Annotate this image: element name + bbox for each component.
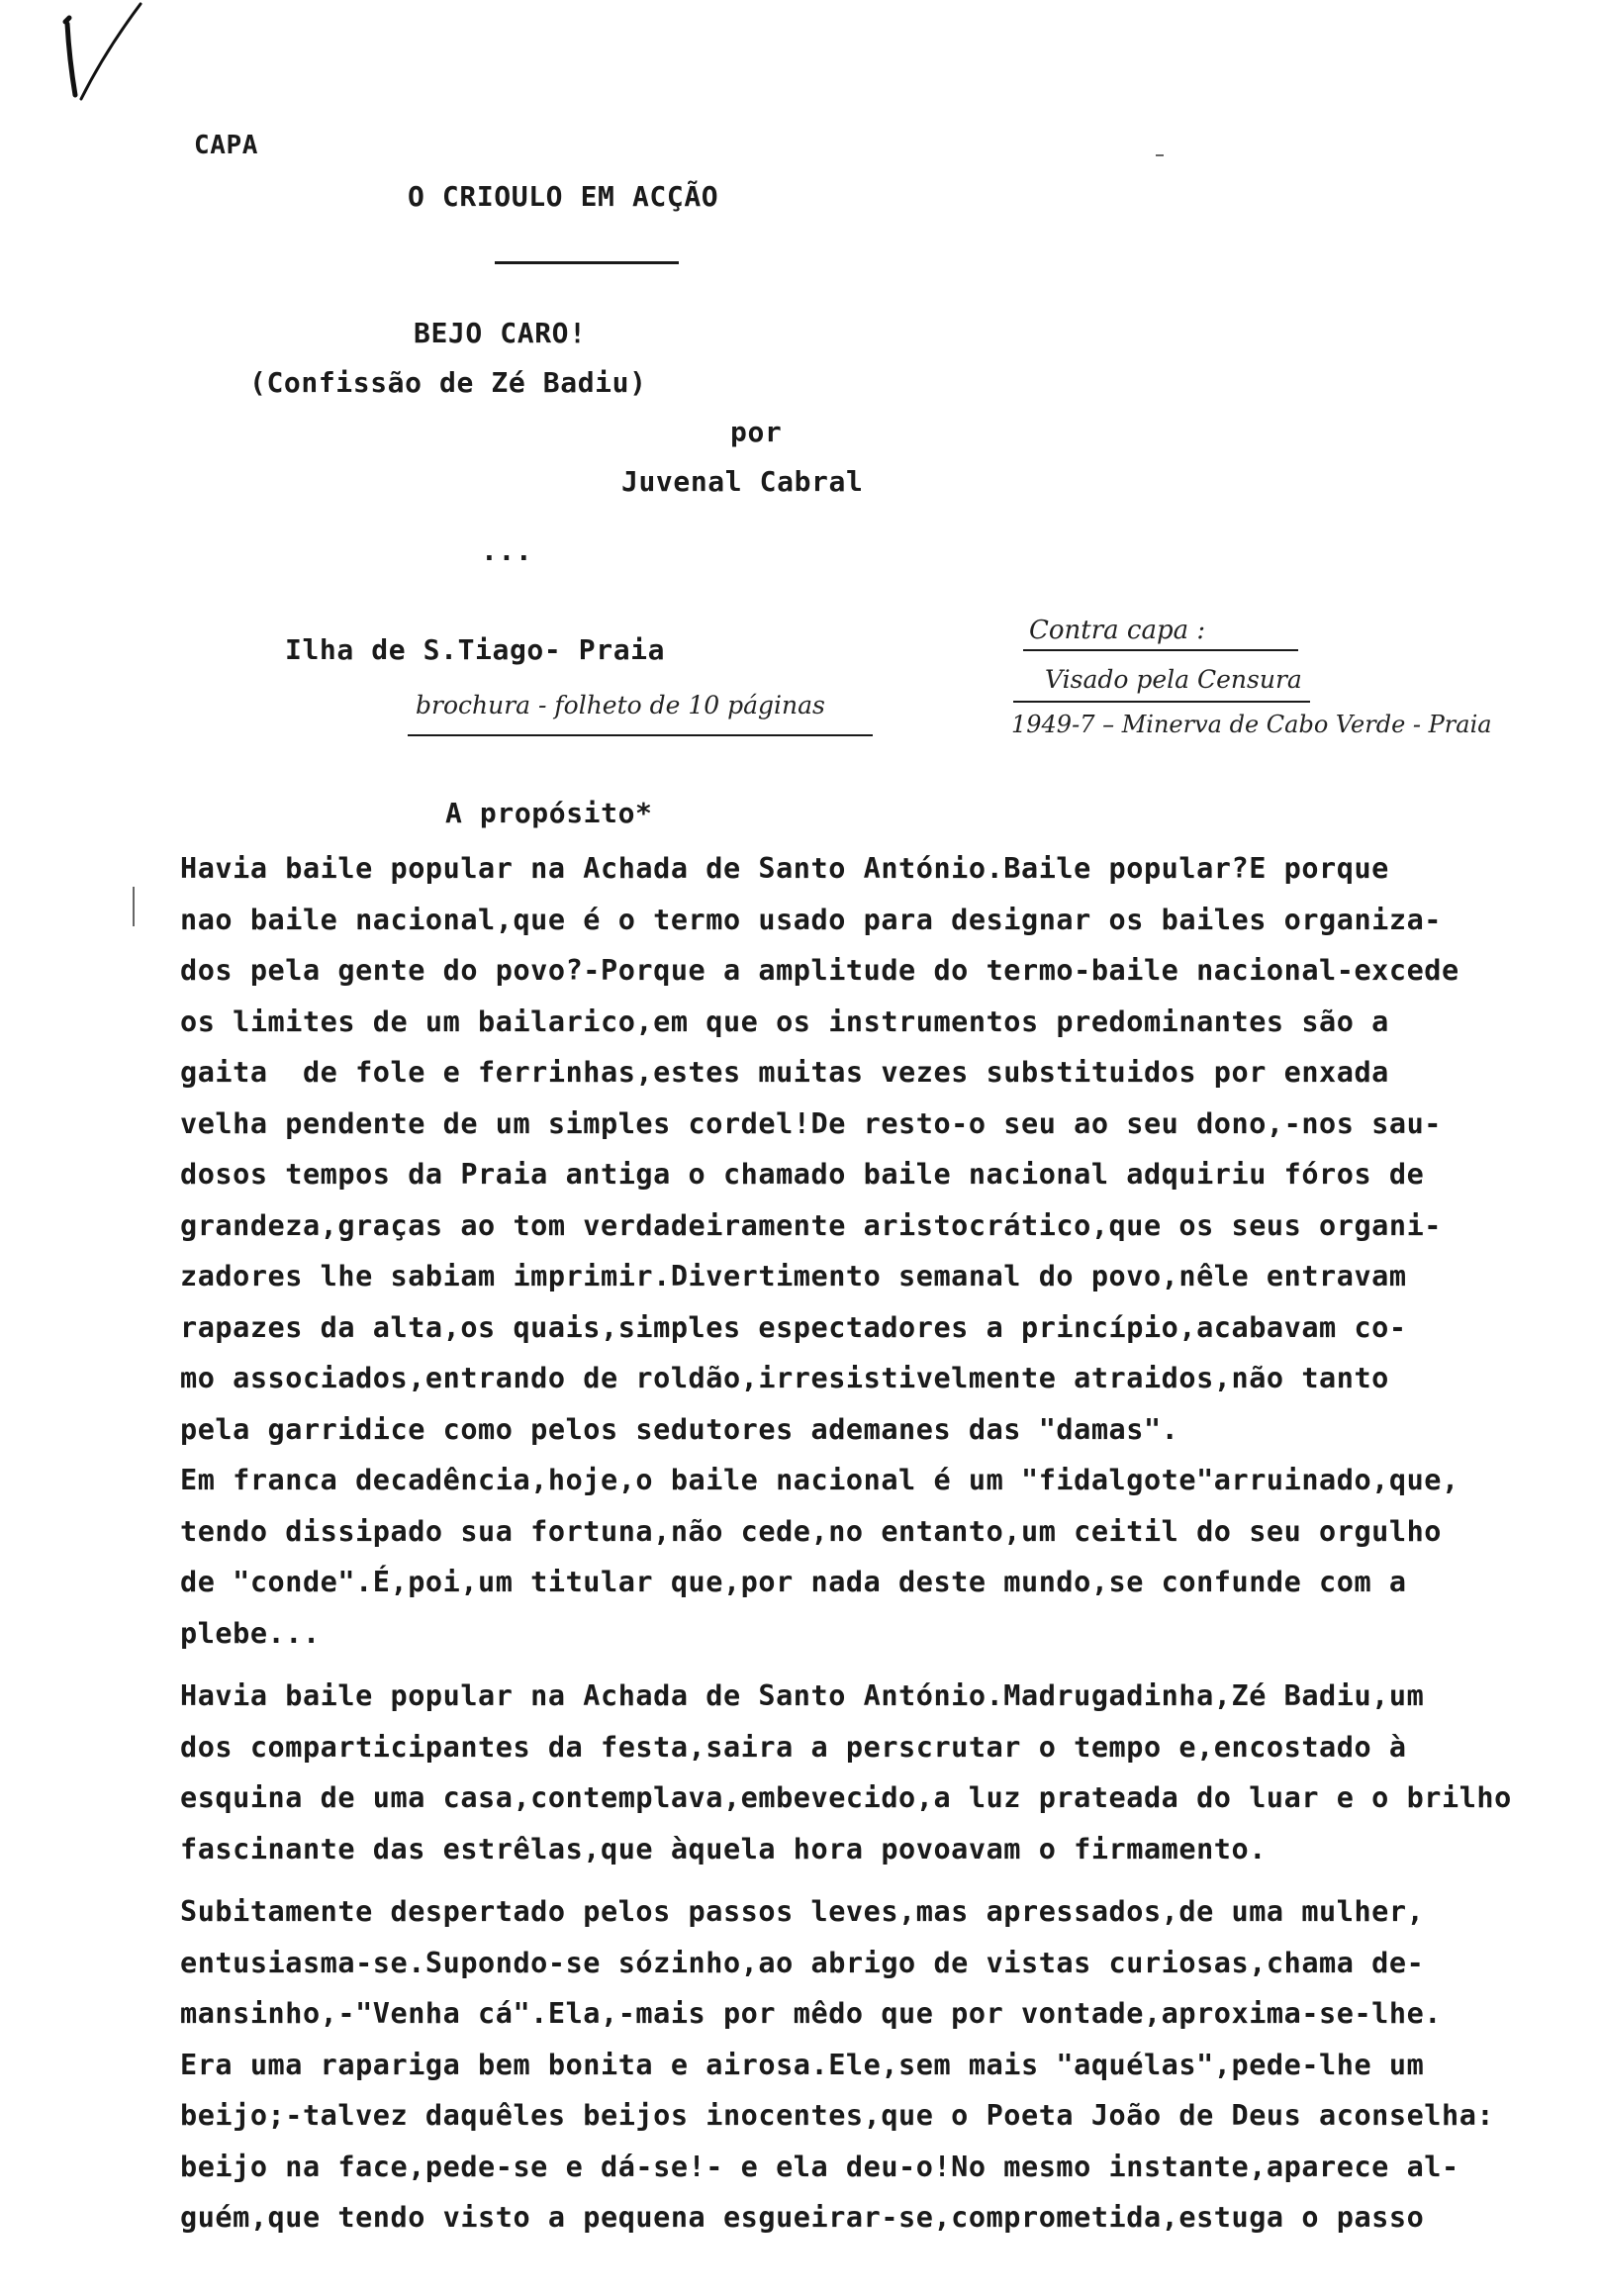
text-line: pela garridice como pelos sedutores ademanes das "damas". — [180, 1412, 1179, 1446]
title-divider — [495, 261, 679, 264]
header-ellipsis: ... — [481, 534, 533, 567]
text-line: de "conde".É,poi,um titular que,por nada deste mundo,se confunde com a — [180, 1566, 1407, 1598]
text-line: beijo;-talvez daquêles beijos inocentes,que o Poeta João de Deus aconselha: — [180, 2099, 1495, 2132]
story-subtitle: (Confissão de Zé Badiu) — [249, 366, 647, 399]
margin-mark — [133, 887, 135, 926]
text-line: plebe... — [180, 1616, 321, 1650]
text-line: velha pendente de um simples cordel!De resto-o seu ao seu dono,-nos sau- — [180, 1106, 1443, 1140]
text-line: entusiasma-se.Supondo-se sózinho,ao abrigo de vistas curiosas,chama de- — [180, 1946, 1425, 1979]
text-line: beijo na face,pede-se e dá-se!- e ela deu-o!No mesmo instante,aparece al- — [180, 2150, 1459, 2183]
paragraph-4 — [180, 1886, 1565, 2244]
text-line: grandeza,graças ao tom verdadeiramente aristocrático,que os seus organi- — [180, 1208, 1443, 1242]
handwritten-note-publisher: 1949-7 – Minerva de Cabo Verde - Praia — [1011, 711, 1492, 738]
cover-label: CAPA — [194, 131, 259, 160]
paragraph-1 — [180, 843, 1565, 1455]
text-line: Em franca decadência,hoje,o baile nacional é um "fidalgote"arruinado,que, — [180, 1464, 1459, 1496]
handwritten-underline — [408, 734, 873, 736]
text-line: Subitamente despertado pelos passos leves,mas apressados,de uma mulher, — [180, 1895, 1425, 1928]
text-line: gaita de fole e ferrinhas,estes muitas vezes substituidos por enxada — [180, 1056, 1389, 1089]
text-line: nao baile nacional,que é o termo usado para designar os bailes organiza- — [180, 903, 1443, 936]
text-line: Era uma rapariga bem bonita e airosa.Ele,sem mais "aquélas",pede-lhe um — [180, 2048, 1425, 2081]
scan-speck — [1156, 154, 1164, 156]
text-line: mo associados,entrando de roldão,irresistivelmente atraidos,não tanto — [180, 1362, 1389, 1394]
handwritten-note-censorship: Visado pela Censura — [1045, 665, 1302, 694]
text-line: zadores lhe sabiam imprimir.Divertimento semanal do povo,nêle entravam — [180, 1260, 1407, 1292]
text-line: os limites de um bailarico,em que os instrumentos predominantes são a — [180, 1004, 1389, 1038]
story-title: BEJO CARO! — [414, 317, 587, 349]
handwritten-note-back-cover: Contra capa : — [1029, 616, 1206, 645]
handwritten-underline-back-cover — [1023, 649, 1298, 651]
section-heading: A propósito* — [445, 797, 653, 829]
text-line: dos pela gente do povo?-Porque a amplitude do termo-baile nacional-excede — [180, 954, 1459, 987]
text-line: mansinho,-"Venha cá".Ela,-mais por mêdo que por vontade,aproxima-se-lhe. — [180, 1997, 1443, 2030]
author-name: Juvenal Cabral — [621, 465, 864, 498]
paragraph-3 — [180, 1671, 1565, 1874]
text-line: fascinante das estrêlas,que àquela hora povoavam o firmamento. — [180, 1832, 1267, 1866]
document-title: O CRIOULO EM ACÇÃO — [408, 180, 719, 213]
text-line: dos comparticipantes da festa,saira a perscrutar o tempo e,encostado à — [180, 1730, 1407, 1764]
text-line: tendo dissipado sua fortuna,não cede,no entanto,um ceitil do seu orgulho — [180, 1514, 1443, 1548]
byline-por: por — [730, 416, 783, 448]
text-line: Havia baile popular na Achada de Santo António.Madrugadinha,Zé Badiu,um — [180, 1679, 1425, 1712]
text-line: dosos tempos da Praia antiga o chamado baile nacional adquiriu fóros de — [180, 1158, 1425, 1191]
handwritten-underline-censorship — [1013, 701, 1310, 703]
handwritten-note-brochure: brochura - folheto de 10 páginas — [416, 691, 825, 719]
text-line: rapazes da alta,os quais,simples espectadores a princípio,acabavam co- — [180, 1310, 1407, 1344]
handwritten-corner-mark — [55, 0, 154, 109]
text-line: esquina de uma casa,contemplava,embevecido,a luz prateada do luar e o brilho — [180, 1781, 1512, 1814]
place-line: Ilha de S.Tiago- Praia — [285, 633, 666, 666]
paragraph-2 — [180, 1455, 1565, 1659]
text-line: Havia baile popular na Achada de Santo António.Baile popular?E porque — [180, 852, 1389, 885]
text-line: guém,que tendo visto a pequena esgueirar-se,comprometida,estuga o passo — [180, 2201, 1425, 2234]
